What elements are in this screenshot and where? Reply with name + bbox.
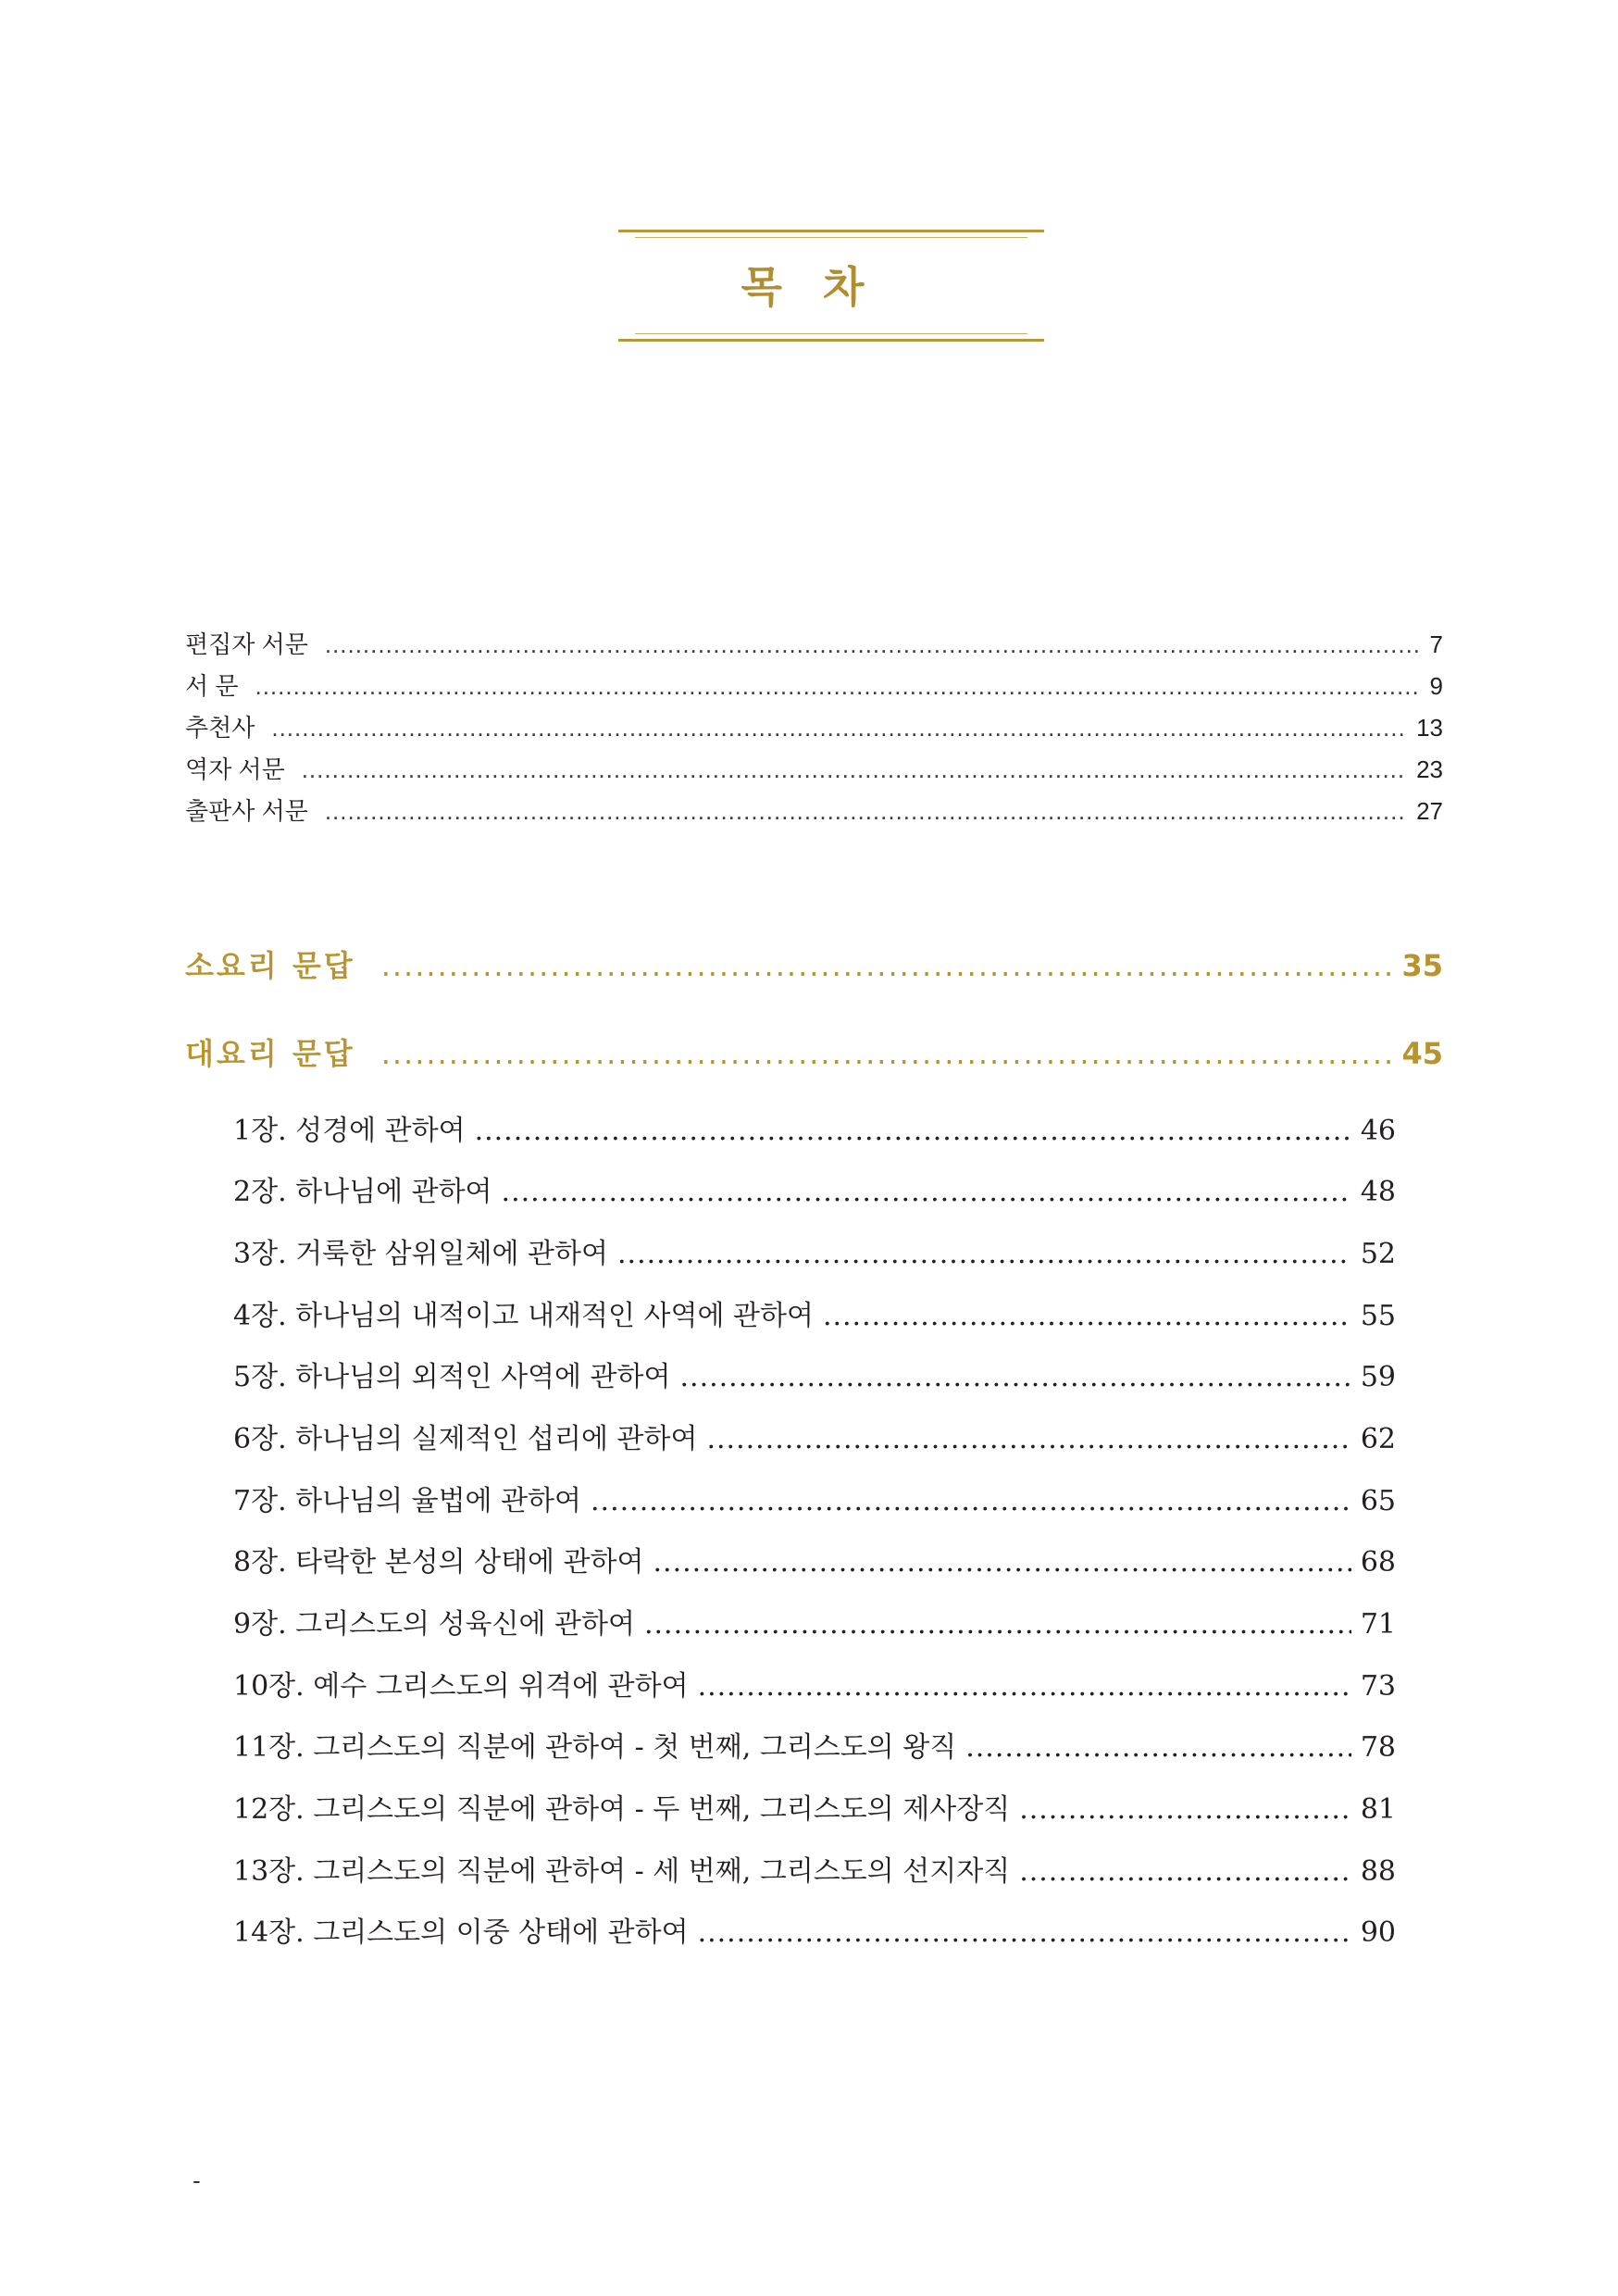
chapter-page-number: 78 — [1360, 1731, 1396, 1764]
entry-label: 서 문 — [185, 672, 239, 700]
toc-entry-front[interactable] — [185, 626, 1443, 660]
chapter-label: 6장. 하나님의 실제적인 섭리에 관하여 — [233, 1423, 698, 1455]
chapter-label: 11장. 그리스도의 직분에 관하여 - 첫 번째, 그리스도의 왕직 — [233, 1731, 957, 1764]
entry-page-number: 23 — [1416, 755, 1443, 783]
chapter-label: 1장. 성경에 관하여 — [233, 1115, 466, 1147]
chapter-page-number: 46 — [1360, 1115, 1396, 1147]
dot-leader — [653, 1546, 1351, 1578]
entry-page-number: 9 — [1429, 672, 1443, 700]
chapter-page-number: 59 — [1360, 1361, 1396, 1393]
chapter-label: 12장. 그리스도의 직분에 관하여 - 두 번째, 그리스도의 제사장직 — [233, 1793, 1011, 1826]
dot-leader — [381, 1036, 1391, 1071]
toc-entry-chapter[interactable] — [233, 1230, 1396, 1271]
dot-leader — [680, 1361, 1351, 1393]
chapter-page-number: 62 — [1360, 1423, 1396, 1455]
footer-page-marker: - — [193, 2166, 201, 2194]
chapter-label: 9장. 그리스도의 성육신에 관하여 — [233, 1608, 635, 1641]
chapter-page-number: 88 — [1360, 1855, 1396, 1888]
toc-entry-front[interactable] — [185, 751, 1443, 785]
dot-leader — [698, 1916, 1351, 1949]
dot-leader — [325, 797, 1405, 826]
chapter-label: 8장. 타락한 본성의 상태에 관하여 — [233, 1546, 644, 1578]
chapter-label: 13장. 그리스도의 직분에 관하여 - 세 번째, 그리스도의 선지자직 — [233, 1855, 1011, 1888]
title-top-rule — [618, 230, 1044, 238]
dot-leader — [644, 1608, 1351, 1641]
chapter-label: 5장. 하나님의 외적인 사역에 관하여 — [233, 1361, 671, 1393]
toc-entry-chapter[interactable] — [233, 1416, 1396, 1456]
toc-entry-chapter[interactable] — [233, 1601, 1396, 1641]
part-label: 소요리 문답 — [185, 948, 355, 983]
part-label: 대요리 문답 — [185, 1036, 355, 1071]
dot-leader — [617, 1238, 1351, 1270]
chapter-label: 7장. 하나님의 율법에 관하여 — [233, 1485, 582, 1517]
toc-entry-chapter[interactable] — [233, 1663, 1396, 1703]
dot-leader — [271, 714, 1405, 742]
toc-entry-part[interactable] — [185, 1030, 1443, 1073]
chapter-page-number: 52 — [1360, 1238, 1396, 1270]
entry-label: 추천사 — [185, 714, 255, 742]
dot-leader — [823, 1300, 1351, 1332]
dot-leader — [475, 1115, 1351, 1147]
chapter-label: 4장. 하나님의 내적이고 내재적인 사역에 관하여 — [233, 1300, 814, 1332]
toc-entry-chapter[interactable] — [233, 1539, 1396, 1579]
title-bottom-rule — [618, 333, 1044, 342]
chapter-page-number: 90 — [1360, 1916, 1396, 1949]
entry-page-number: 27 — [1416, 797, 1443, 825]
chapter-page-number: 81 — [1360, 1793, 1396, 1826]
dot-leader — [502, 1176, 1351, 1208]
chapter-page-number: 73 — [1360, 1670, 1396, 1703]
dot-leader — [591, 1485, 1351, 1517]
toc-entry-front[interactable] — [185, 792, 1443, 827]
dot-leader — [255, 672, 1418, 701]
chapter-label: 2장. 하나님에 관하여 — [233, 1176, 492, 1208]
chapter-label: 3장. 거룩한 삼위일체에 관하여 — [233, 1238, 608, 1270]
chapter-page-number: 68 — [1360, 1546, 1396, 1578]
dot-leader — [302, 755, 1405, 784]
dot-leader — [1019, 1793, 1351, 1826]
toc-entry-chapter[interactable] — [233, 1354, 1396, 1394]
toc-entry-chapter[interactable] — [233, 1724, 1396, 1765]
chapter-page-number: 48 — [1360, 1176, 1396, 1208]
page-title: 목 차 — [741, 262, 877, 312]
entry-label: 역자 서문 — [185, 755, 285, 783]
chapter-page-number: 55 — [1360, 1300, 1396, 1332]
dot-leader — [698, 1670, 1351, 1703]
toc-entry-chapter[interactable] — [233, 1168, 1396, 1209]
chapter-label: 10장. 예수 그리스도의 위격에 관하여 — [233, 1670, 689, 1703]
chapter-page-number: 65 — [1360, 1485, 1396, 1517]
toc-title-block — [0, 230, 1618, 348]
dot-leader — [1019, 1855, 1351, 1888]
chapter-page-number: 71 — [1360, 1608, 1396, 1641]
toc-entry-chapter[interactable] — [233, 1478, 1396, 1518]
entry-page-number: 7 — [1429, 630, 1443, 658]
dot-leader — [965, 1731, 1351, 1764]
entry-page-number: 13 — [1416, 714, 1443, 742]
toc-entry-front[interactable] — [185, 668, 1443, 702]
entry-label: 편집자 서문 — [185, 630, 308, 658]
dot-leader — [381, 948, 1391, 983]
chapter-label: 14장. 그리스도의 이중 상태에 관하여 — [233, 1916, 689, 1949]
dot-leader — [325, 630, 1419, 659]
toc-entry-part[interactable] — [185, 942, 1443, 985]
toc-entry-front[interactable] — [185, 709, 1443, 743]
part-page-number: 35 — [1401, 948, 1443, 983]
dot-leader — [706, 1423, 1350, 1455]
entry-label: 출판사 서문 — [185, 797, 308, 825]
toc-entry-chapter[interactable] — [233, 1786, 1396, 1827]
toc-entry-chapter[interactable] — [233, 1107, 1396, 1148]
toc-entry-chapter[interactable] — [233, 1292, 1396, 1333]
toc-entry-chapter[interactable] — [233, 1909, 1396, 1950]
toc-entry-chapter[interactable] — [233, 1848, 1396, 1889]
part-page-number: 45 — [1401, 1036, 1443, 1071]
